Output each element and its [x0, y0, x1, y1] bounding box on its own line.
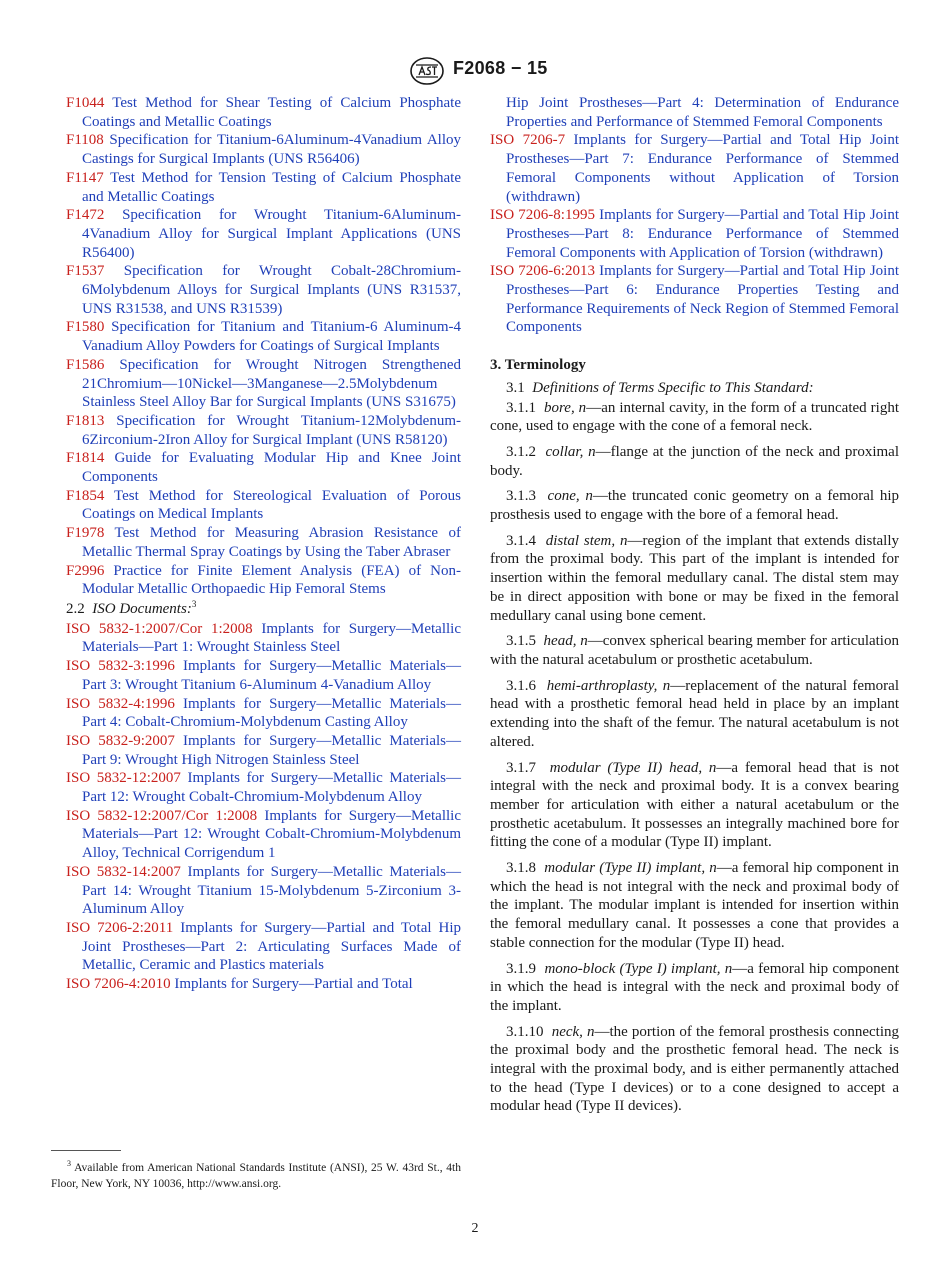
- reference-item: [66, 262, 461, 318]
- reference-code[interactable]: F1580: [66, 319, 105, 336]
- footnote-mark: 3: [191, 598, 197, 609]
- reference-title[interactable]: Implants for Surgery—Metallic Materials—Part 3: Wrought Titanium 6-Aluminum 4-Vanadium Alloy: [82, 658, 462, 693]
- reference-item: [66, 356, 461, 412]
- reference-title[interactable]: Practice for Finite Element Analysis (FEA) of Non-Modular Metallic Orthopaedic Hip Femoral Stems: [82, 562, 461, 598]
- reference-code[interactable]: ISO 5832-4:1996: [66, 695, 175, 712]
- term-definition: [490, 532, 899, 626]
- page-number: 2: [471, 1221, 479, 1236]
- reference-code[interactable]: F2996: [66, 562, 105, 579]
- reference-code[interactable]: ISO 5832-12:2007: [66, 770, 181, 787]
- term-name: distal stem, n: [545, 532, 628, 549]
- reference-title[interactable]: Specification for Wrought Titanium-6Aluminum-4Vanadium Alloy for Surgical Implant Applications (UNS R56400): [82, 207, 462, 261]
- reference-code[interactable]: F1472: [66, 207, 105, 224]
- footnote-divider: [51, 1150, 121, 1151]
- right-column: [490, 94, 899, 1123]
- reference-code[interactable]: F1813: [66, 412, 105, 429]
- reference-title[interactable]: Specification for Wrought Titanium-12Molybdenum-6Zirconium-2Iron Alloy for Surgical Implant (UNS R58120): [82, 412, 461, 448]
- footnote: $^3$ Available from American National Standards Institute (ANSI), 25 W. 43rd St., 4th Floor, New York, NY 10036, http://www.ansi.org.: [51, 1159, 461, 1190]
- reference-code[interactable]: ISO 5832-14:2007: [66, 863, 181, 880]
- term-definition: [490, 443, 899, 480]
- term-name: head, n: [543, 633, 588, 650]
- reference-item: [66, 487, 461, 524]
- reference-item: [66, 94, 461, 131]
- term-name: cone, n: [547, 488, 593, 505]
- term-number: 3.1.3: [506, 488, 536, 505]
- reference-code[interactable]: F1537: [66, 263, 105, 280]
- astm-logo-icon: [409, 56, 445, 86]
- iso-reference-list: [490, 131, 899, 337]
- term-definition: [490, 859, 899, 953]
- term-text: —a femoral hip component in which the head is integral with the neck and proximal body of the implant.: [490, 960, 899, 1014]
- reference-code[interactable]: F1147: [66, 169, 104, 186]
- reference-item: [66, 863, 461, 919]
- term-number: 3.1.6: [506, 677, 536, 694]
- reference-item: [66, 695, 461, 732]
- term-number: 3.1.4: [506, 532, 536, 549]
- reference-item-continued: [490, 94, 899, 131]
- reference-title[interactable]: Implants for Surgery—Metallic Materials—Part 12: Wrought Cobalt-Chromium-Molybdenum Alloy: [82, 770, 462, 806]
- iso-reference-list: [66, 620, 461, 975]
- term-definition: [490, 487, 899, 524]
- reference-item: [66, 169, 461, 206]
- reference-title[interactable]: Implants for Surgery—Partial and Total Hip Joint Prostheses—Part 7: Endurance Performance of Stemmed Femoral Components without Application of Torsion (withdrawn): [506, 132, 899, 205]
- term-text: —the truncated conic geometry on a femoral hip prosthesis used to engage with the bore of a femoral head.: [490, 488, 899, 524]
- term-definition: [490, 1023, 899, 1117]
- reference-item: [66, 732, 461, 769]
- reference-item: [66, 562, 461, 599]
- iso-documents-heading: 2.2 ISO Documents:$^3$: [66, 598, 197, 617]
- term-number: 3.1.1: [506, 399, 536, 416]
- reference-code[interactable]: ISO 7206-8:1995: [490, 207, 595, 224]
- term-name: modular (Type II) head, n: [549, 759, 717, 776]
- reference-title[interactable]: Implants for Surgery—Metallic Materials—Part 12: Wrought Cobalt-Chromium-Molybdenum Alloy, Technical Corrigendum 1: [82, 807, 461, 862]
- reference-title[interactable]: Guide for Evaluating Modular Hip and Knee Joint Components: [82, 450, 462, 486]
- document-id: F2068 − 15: [453, 58, 548, 78]
- term-text: —the portion of the femoral prosthesis connecting the proximal body and the prosthetic femoral head. The neck is integral with the proximal body, and is either permanently attached to the head (Type I devices) or to a cone designed to accept a modular head (Type II devices).: [490, 1023, 899, 1115]
- term-number: 3.1.9: [506, 960, 536, 977]
- term-number: 3.1.2: [506, 443, 536, 460]
- term-text: —replacement of the natural femoral head with a prosthetic femoral head held in place by an implant extending into the shaft of the femur. The natural acetabulum is not altered.: [490, 677, 899, 750]
- reference-title[interactable]: Specification for Titanium-6Aluminum-4Vanadium Alloy Castings for Surgical Implants (UNS R56406): [82, 132, 461, 168]
- reference-title[interactable]: Test Method for Measuring Abrasion Resistance of Metallic Thermal Spray Coatings by Using the Taber Abraser: [82, 525, 462, 560]
- reference-item: [66, 769, 461, 806]
- term-name: hemi-arthroplasty, n: [546, 677, 671, 694]
- reference-item: [490, 131, 899, 206]
- reference-item: [66, 807, 461, 863]
- term-text: —flange at the junction of the neck and proximal body.: [490, 443, 900, 479]
- reference-title[interactable]: Implants for Surgery—Partial and Total Hip Joint Prostheses—Part 2: Articulating Surfaces Made of Metallic, Ceramic and Plastics materials: [82, 919, 462, 974]
- reference-item: [66, 412, 461, 449]
- term-text: —region of the implant that extends distally from the proximal body. This part of the implant is intended for insertion within the femoral medullary canal. The distal stem may be in direct apposition with bone or may be fixed in the femoral medullary canal using bone cement.: [490, 532, 900, 624]
- reference-code[interactable]: ISO 7206-7: [490, 132, 566, 149]
- reference-code[interactable]: ISO 7206-6:2013: [490, 263, 595, 280]
- reference-item: [66, 919, 461, 975]
- reference-item: [490, 262, 899, 337]
- term-name: modular (Type II) implant, n: [544, 860, 717, 877]
- reference-title[interactable]: Test Method for Stereological Evaluation of Porous Coatings on Medical Implants: [82, 487, 461, 523]
- term-name: collar, n: [545, 443, 596, 460]
- reference-title[interactable]: Implants for Surgery—Partial and Total: [174, 976, 413, 993]
- reference-item: [66, 657, 461, 694]
- reference-code[interactable]: F1814: [66, 450, 105, 467]
- reference-title[interactable]: Specification for Wrought Nitrogen Strengthened 21Chromium—10Nickel—3Manganese—2.5Molybdenum Stainless Steel Alloy Bar for Surgical Implants (UNS S31675): [82, 356, 462, 411]
- term-text: —a femoral head that is not integral with the neck and proximal body. It is a convex bearing member for articulation with either a natural acetabulum or the prosthetic acetabulum. It possesses an integrally machined bore for fitting the cone of a modular (Type II) implant.: [490, 759, 899, 851]
- term-number: 3.1.8: [506, 860, 536, 877]
- reference-title[interactable]: Specification for Titanium and Titanium-6 Aluminum-4 Vanadium Alloy Powders for Coatings of Surgical Implants: [82, 319, 462, 355]
- reference-title[interactable]: Implants for Surgery—Metallic Materials—Part 4: Cobalt-Chromium-Molybdenum Casting Alloy: [82, 695, 462, 731]
- reference-item: [66, 131, 461, 168]
- section-heading: 3. Terminology: [490, 357, 586, 374]
- left-column: [66, 94, 461, 994]
- reference-item: [66, 975, 461, 994]
- reference-title[interactable]: Implants for Surgery—Metallic Materials—Part 14: Wrought Titanium 15-Molybdenum 5-Zirconium 3-Aluminum Alloy: [82, 863, 462, 918]
- term-number: 3.1.5: [506, 633, 536, 650]
- term-name: bore, n: [544, 399, 587, 416]
- reference-code[interactable]: ISO 5832-1:2007/Cor 1:2008: [66, 620, 253, 637]
- reference-code[interactable]: ISO 5832-12:2007/Cor 1:2008: [66, 807, 258, 824]
- reference-title[interactable]: Test Method for Tension Testing of Calcium Phosphate and Metallic Coatings: [82, 169, 461, 205]
- term-definition: [490, 960, 899, 1016]
- term-definition: [490, 399, 899, 436]
- term-definition: [490, 759, 899, 853]
- reference-code[interactable]: ISO 5832-9:2007: [66, 732, 175, 749]
- reference-item: [490, 206, 899, 262]
- subsection-heading: 3.1 Definitions of Terms Specific to This Standard:: [506, 379, 814, 396]
- reference-code[interactable]: F1044: [66, 95, 105, 111]
- reference-code[interactable]: F1854: [66, 487, 105, 504]
- reference-code[interactable]: F1586: [66, 356, 105, 373]
- astm-reference-list: [66, 94, 461, 599]
- terms-list: [490, 399, 899, 1117]
- reference-code[interactable]: F1108: [66, 132, 104, 149]
- term-name: mono-block (Type I) implant, n: [544, 960, 733, 977]
- reference-title[interactable]: Implants for Surgery—Partial and Total Hip Joint Prostheses—Part 6: Endurance Properties Testing and Performance Requirements of Neck Region of Stemmed Femoral Components: [506, 263, 899, 336]
- term-definition: [490, 677, 899, 752]
- reference-code[interactable]: ISO 5832-3:1996: [66, 658, 175, 675]
- reference-title[interactable]: Specification for Wrought Cobalt-28Chromium-6Molybdenum Alloys for Surgical Implants (UNS R31537, UNS R31538, and UNS R31539): [82, 263, 462, 317]
- page-header: [0, 56, 950, 86]
- reference-title[interactable]: Test Method for Shear Testing of Calcium Phosphate Coatings and Metallic Coatings: [82, 95, 461, 130]
- reference-item: [66, 620, 461, 657]
- reference-title[interactable]: Implants for Surgery—Metallic Materials—Part 9: Wrought High Nitrogen Stainless Steel: [82, 732, 462, 768]
- reference-item: [66, 318, 461, 355]
- term-number: 3.1.10: [506, 1023, 544, 1040]
- term-text: —a femoral hip component in which the head is not integral with the neck and proximal body of the implant. The modular implant is intended for insertion within the femoral medullary canal. It possesses a cone that provides a stable connection for the modular (Type II) head.: [490, 860, 899, 951]
- reference-item: [66, 524, 461, 561]
- reference-code[interactable]: F1978: [66, 525, 105, 542]
- reference-code[interactable]: ISO 7206-4:2010: [66, 976, 171, 993]
- reference-title[interactable]: Implants for Surgery—Partial and Total Hip Joint Prostheses—Part 8: Endurance Performance of Stemmed Femoral Components with Application of Torsion (withdrawn): [506, 207, 899, 261]
- term-text: —convex spherical bearing member for articulation with the natural acetabulum or prosthetic acetabulum.: [490, 633, 899, 668]
- reference-title[interactable]: Hip Joint Prostheses—Part 4: Determination of Endurance Properties and Performance of Stemmed Femoral Components: [506, 95, 899, 130]
- reference-title[interactable]: Implants for Surgery—Metallic Materials—Part 1: Wrought Stainless Steel: [82, 620, 461, 656]
- reference-item: [66, 206, 461, 262]
- reference-item: [66, 449, 461, 486]
- term-name: neck, n: [551, 1023, 595, 1040]
- reference-code[interactable]: ISO 7206-2:2011: [66, 919, 174, 936]
- term-definition: [490, 632, 899, 669]
- term-text: —an internal cavity, in the form of a truncated right cone, used to engage with the cone of a femoral neck.: [490, 399, 899, 435]
- term-number: 3.1.7: [506, 759, 536, 776]
